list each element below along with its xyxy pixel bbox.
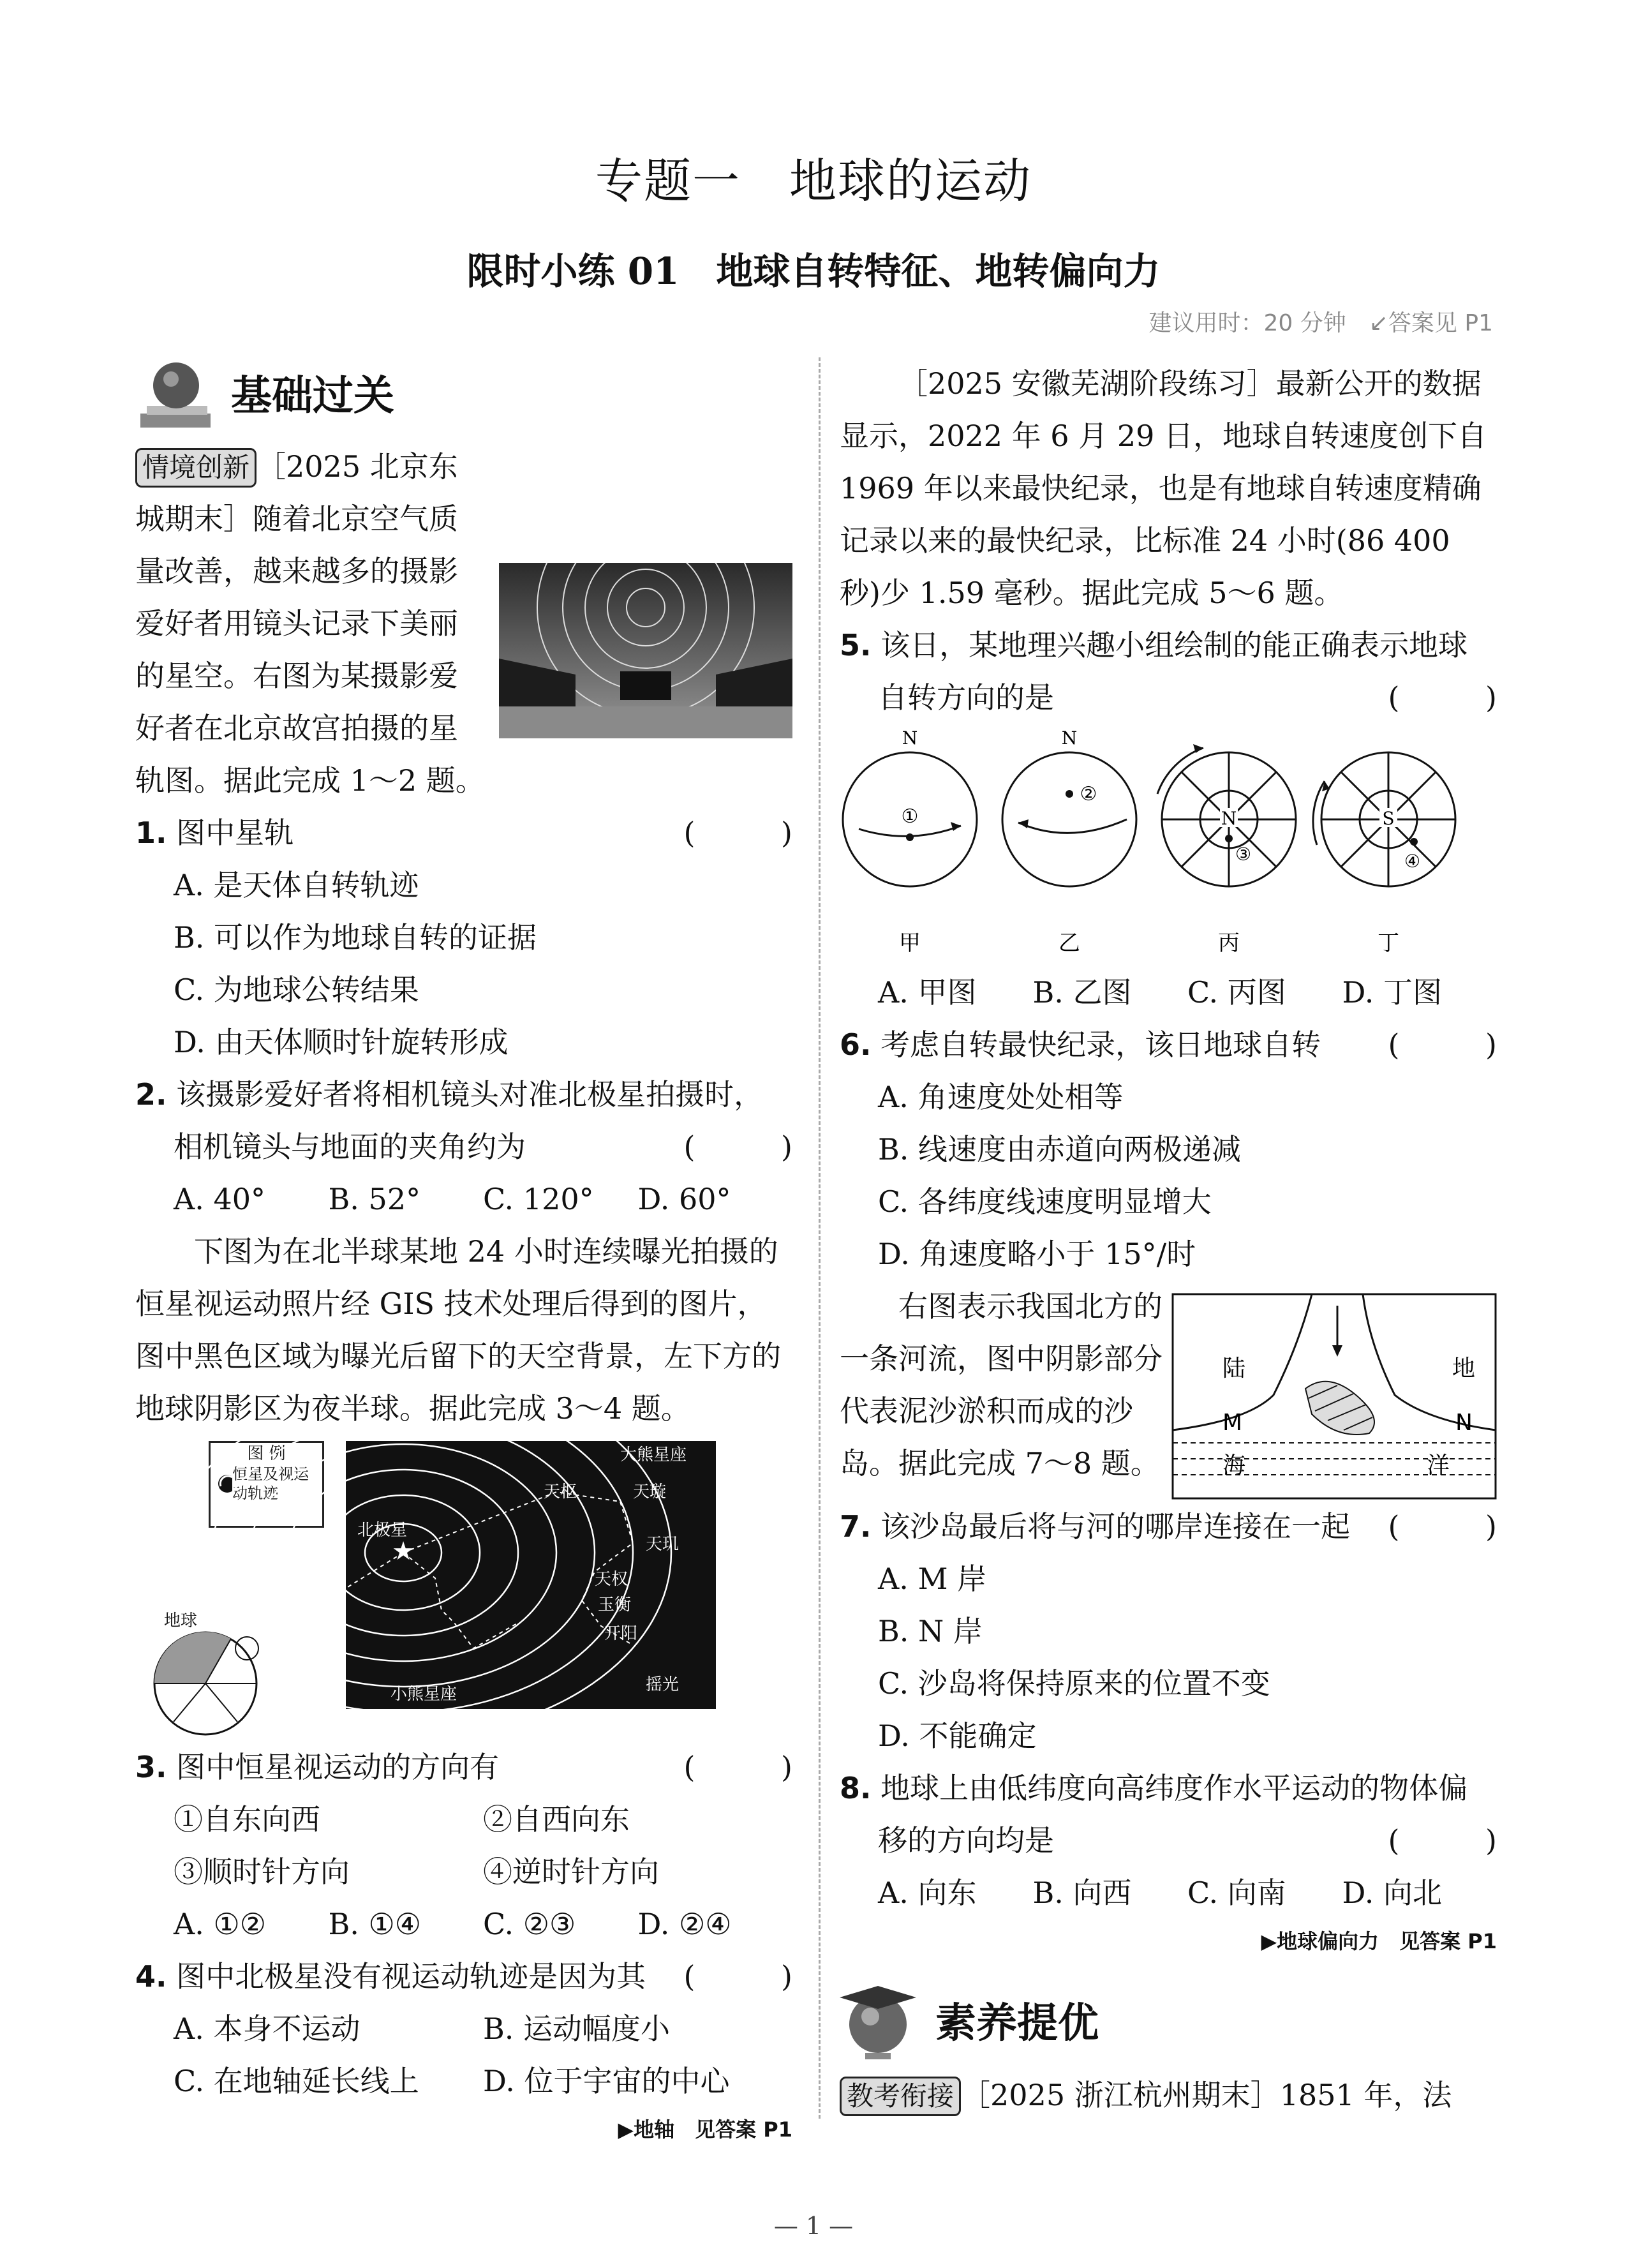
right-column — [840, 357, 1535, 2121]
option[interactable]: A. 甲图 — [878, 975, 977, 1010]
option[interactable]: A. 是天体自转轨迹 — [174, 868, 419, 902]
option[interactable]: A. ①② — [174, 1907, 266, 1941]
option[interactable]: A. 本身不运动 — [174, 2011, 360, 2046]
option[interactable]: B. 乙图 — [1032, 975, 1132, 1010]
diagram-label-yi: 乙 — [1059, 930, 1080, 956]
legend-text: 恒星及视运动轨迹 — [232, 1465, 309, 1502]
intro-7-8: 右图表示我国北方的一条河流，图中阴影部分代表泥沙淤积而成的沙岛。据此完成 7～8 题。 — [840, 1289, 1163, 1481]
diagram-label-jia: 甲 — [899, 930, 921, 956]
point-4: ④ — [1404, 851, 1421, 872]
column-divider — [819, 357, 821, 2119]
intro-3: ［2025 浙江杭州期末］1851 年，法 — [961, 2078, 1452, 2112]
option[interactable]: C. 各纬度线速度明显增大 — [878, 1184, 1212, 1219]
page-number: — 1 — — [773, 2212, 854, 2240]
star-chart — [135, 1441, 792, 1741]
question-8: 8. 地球上由低纬度向高纬度作水平运动的物体偏移的方向均是 ( ) — [840, 1762, 1497, 1867]
label-bank-m: M — [1222, 1410, 1243, 1436]
items-row — [135, 1793, 792, 1846]
star-motion-figure — [135, 1441, 792, 1741]
question-1: 1. 图中星轨 ( ) — [135, 807, 792, 859]
intro-2: 下图为在北半球某地 24 小时连续曝光拍摄的恒星视运动照片经 GIS 技术处理后得到的图片，图中黑色区域为曝光后留下的天空背景，左下方的地球阴影区为夜半球。据此完成 3～4 题。 — [135, 1234, 781, 1426]
section-header-advanced — [840, 1980, 1497, 2063]
tag-situation-label: 情境创新 — [135, 448, 256, 488]
option[interactable]: B. 可以作为地球自转的证据 — [174, 920, 537, 955]
answer-reference: ▶地轴 见答案 P1 — [618, 2117, 792, 2142]
question-6: 6. 考虑自转最快纪录，该日地球自转 ( ) — [840, 1018, 1497, 1071]
item: ①自东向西 — [174, 1802, 320, 1837]
label-tianji: 天玑 — [646, 1535, 680, 1554]
option[interactable]: D. ②④ — [637, 1907, 732, 1941]
north-mark: N — [902, 727, 918, 749]
label-sea: 海 — [1222, 1452, 1246, 1479]
answer-blank[interactable]: ( ) — [683, 1130, 831, 1164]
answer-blank[interactable]: ( ) — [1388, 1509, 1535, 1544]
globe-cap-icon — [840, 1980, 929, 2063]
label-ursa-major: 大熊星座 — [620, 1445, 687, 1465]
tag-exam-link: 教考衔接 — [840, 2077, 961, 2116]
point-2: ② — [1080, 783, 1097, 805]
time-hint: 建议用时：20 分钟 ↙答案见 P1 — [1148, 310, 1493, 336]
intro-1-paragraph: ［2025 北京东城期末］随着北京空气质量改善，越来越多的摄影爱好者用镜头记录下美丽的星空。右图为某摄影爱好者在北京故宫拍摄的星轨图。据此完成 1～2 题。 — [135, 449, 485, 798]
options-row — [135, 2055, 792, 2107]
item: ③顺时针方向 — [174, 1854, 350, 1889]
option[interactable]: B. 向西 — [1032, 1876, 1132, 1910]
svg-text:★: ★ — [392, 1537, 415, 1566]
option[interactable]: C. ②③ — [483, 1907, 576, 1941]
label-land-left: 陆 — [1222, 1355, 1246, 1382]
answer-blank[interactable]: ( ) — [1388, 1027, 1535, 1062]
chapter-title: 专题一 地球的运动 — [595, 154, 1032, 209]
option[interactable]: C. 为地球公转结果 — [174, 973, 419, 1007]
item: ④逆时针方向 — [483, 1854, 659, 1889]
label-kaiyang: 开阳 — [604, 1624, 638, 1643]
option[interactable]: B. 运动幅度小 — [483, 2011, 671, 2046]
question-4: 4. 图中北极星没有视运动轨迹是因为其 ( ) — [135, 1950, 792, 2003]
option[interactable]: D. 由天体顺时针旋转形成 — [174, 1025, 509, 1059]
exercise-title: 限时小练 01 地球自转特征、地转偏向力 — [466, 250, 1161, 293]
answer-reference: ▶地球偏向力 见答案 P1 — [1261, 1929, 1497, 1953]
options-row — [840, 1867, 1497, 1919]
pole-mark: S — [1382, 808, 1395, 829]
label-land-right: 地 — [1452, 1355, 1476, 1382]
label-ursa-minor: 小熊星座 — [390, 1685, 457, 1704]
options-row — [135, 2003, 792, 2055]
label-yuheng: 玉衡 — [598, 1595, 632, 1615]
question-7: 7. 该沙岛最后将与河的哪岸连接在一起 ( ) — [840, 1500, 1497, 1553]
options-row — [135, 1173, 792, 1225]
label-tianshu: 天枢 — [544, 1482, 577, 1502]
options-row — [840, 966, 1497, 1018]
option[interactable]: A. 40° — [174, 1182, 265, 1216]
option[interactable]: C. 丙图 — [1187, 975, 1286, 1010]
option[interactable]: A. M 岸 — [878, 1562, 987, 1596]
label-tianquan: 天权 — [595, 1570, 628, 1589]
intro-5-6: ［2025 安徽芜湖阶段练习］最新公开的数据显示，2022 年 6 月 29 日，地球自转速度创下自 1969 年以来最快纪录，也是有地球自转速度精确记录以来的最快纪录，比标准 24 小时(86 400 秒)少 1.59 毫秒。据此完成 5～6 题。 — [840, 366, 1487, 610]
legend-title: 图 例 — [247, 1444, 286, 1463]
option[interactable]: D. 不能确定 — [878, 1719, 1037, 1753]
item: ②自西向东 — [483, 1802, 630, 1837]
pole-mark: N — [1221, 808, 1237, 829]
answer-blank[interactable]: ( ) — [683, 1750, 831, 1784]
point-3: ③ — [1235, 844, 1252, 865]
section-title: 基础过关 — [231, 373, 394, 420]
option[interactable]: B. 52° — [328, 1182, 421, 1216]
option[interactable]: D. 位于宇宙的中心 — [483, 2064, 730, 2098]
left-column — [135, 357, 792, 434]
star-trail-photo — [499, 563, 792, 738]
globe-book-icon — [135, 357, 218, 434]
label-ocean: 洋 — [1427, 1452, 1450, 1479]
section-title-advanced: 素养提优 — [935, 2000, 1099, 2047]
label-yaoguang: 摇光 — [646, 1675, 680, 1694]
answer-blank[interactable]: ( ) — [683, 1959, 831, 1994]
option[interactable]: C. 120° — [483, 1182, 594, 1216]
label-earth: 地球 — [164, 1611, 198, 1630]
diagram-label-bing: 丙 — [1218, 930, 1240, 956]
star-trail-image — [499, 563, 792, 738]
options-row — [135, 1898, 792, 1950]
diagram-label-ding: 丁 — [1378, 930, 1399, 956]
option[interactable]: A. 向东 — [878, 1876, 977, 1910]
answer-blank[interactable]: ( ) — [1388, 1823, 1535, 1858]
answer-blank[interactable]: ( ) — [683, 816, 831, 850]
option[interactable]: D. 丁图 — [1342, 975, 1442, 1010]
option[interactable]: B. ①④ — [328, 1907, 422, 1941]
option[interactable]: B. 线速度由赤道向两极递减 — [878, 1132, 1242, 1167]
label-tianxuan: 天璇 — [633, 1482, 667, 1502]
option[interactable]: C. 向南 — [1187, 1876, 1286, 1910]
option[interactable]: D. 角速度略小于 15°/时 — [878, 1237, 1196, 1271]
rotation-diagrams — [840, 724, 1497, 966]
option[interactable]: B. N 岸 — [878, 1614, 983, 1648]
north-mark: N — [1061, 727, 1078, 749]
label-bank-n: N — [1455, 1410, 1473, 1436]
question-2: 2. 该摄影爱好者将相机镜头对准北极星拍摄时，相机镜头与地面的夹角约为 ( ) — [135, 1068, 792, 1173]
river-block — [840, 1280, 1497, 1500]
items-row — [135, 1846, 792, 1898]
option[interactable]: D. 向北 — [1342, 1876, 1442, 1910]
question-3: 3. 图中恒星视运动的方向有 ( ) — [135, 1741, 792, 1793]
option[interactable]: C. 在地轴延长线上 — [174, 2064, 419, 2098]
option[interactable]: A. 角速度处处相等 — [878, 1080, 1124, 1114]
option[interactable]: C. 沙岛将保持原来的位置不变 — [878, 1666, 1270, 1701]
answer-blank[interactable]: ( ) — [1388, 680, 1535, 715]
point-1: ① — [901, 805, 919, 828]
section-header-basic — [135, 357, 792, 434]
option[interactable]: D. 60° — [637, 1182, 731, 1216]
label-polaris: 北极星 — [357, 1521, 408, 1540]
question-5: 5. 该日，某地理兴趣小组绘制的能正确表示地球自转方向的是 ( ) — [840, 619, 1497, 724]
river-map — [1171, 1293, 1497, 1500]
